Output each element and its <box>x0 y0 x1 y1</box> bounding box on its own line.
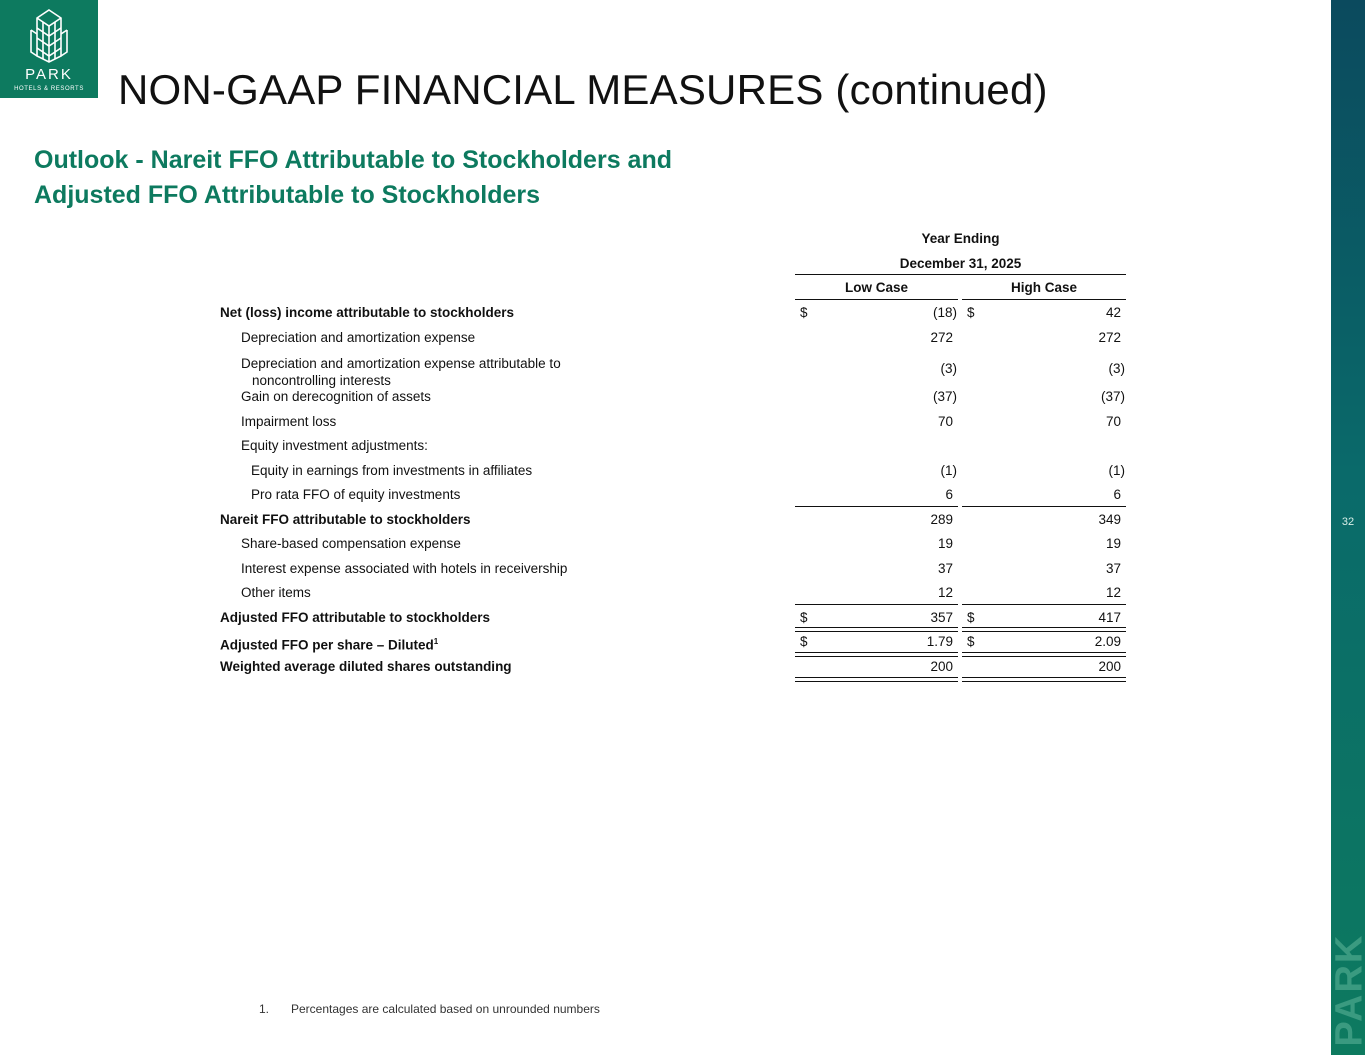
row-label-text: Adjusted FFO per share – Diluted <box>220 637 434 653</box>
subtotal-rule-low <box>795 506 958 507</box>
table-row <box>220 301 1126 325</box>
row-label: Equity investment adjustments: <box>241 438 428 453</box>
row-label: Nareit FFO attributable to stockholders <box>220 512 471 527</box>
table-row <box>220 532 1126 556</box>
high-case-value: 417 <box>1098 610 1121 625</box>
row-label: Depreciation and amortization expense <box>241 330 476 345</box>
building-logo-icon <box>27 8 71 64</box>
high-case-value: 12 <box>1105 585 1121 600</box>
low-case-value: (1) <box>940 463 957 478</box>
high-case-value: 272 <box>1098 330 1121 345</box>
logo-sub-text: HOTELS & RESORTS <box>14 86 84 92</box>
header-rule <box>795 274 1126 275</box>
table-row <box>220 410 1126 434</box>
currency-symbol: $ <box>967 610 975 625</box>
col-rule-low <box>795 299 958 300</box>
currency-symbol: $ <box>967 634 975 649</box>
low-case-value: (37) <box>932 389 957 404</box>
col-rule-high <box>962 299 1126 300</box>
high-case-value: 2.09 <box>1094 634 1121 649</box>
row-label: Pro rata FFO of equity investments <box>251 487 461 502</box>
high-case-value: 200 <box>1098 659 1121 674</box>
table-row <box>220 355 1126 388</box>
company-logo <box>0 0 98 98</box>
table-row <box>220 508 1126 532</box>
footnote <box>259 1002 600 1016</box>
row-label-line-2: noncontrolling interests <box>252 373 391 388</box>
low-case-value: 1.79 <box>926 634 953 649</box>
footnote-number: 1. <box>259 1002 270 1016</box>
low-case-value: 289 <box>930 512 953 527</box>
table-row <box>220 326 1126 350</box>
row-label: Other items <box>241 585 311 600</box>
high-case-value: 70 <box>1105 414 1121 429</box>
low-case-value: 12 <box>937 585 953 600</box>
section-subtitle <box>34 143 854 213</box>
row-label <box>241 355 561 389</box>
currency-symbol: $ <box>967 305 975 320</box>
currency-symbol: $ <box>800 305 808 320</box>
row-label: Share-based compensation expense <box>241 536 461 551</box>
table-row <box>220 557 1126 581</box>
table-row <box>220 655 1126 679</box>
table-row <box>220 434 1126 458</box>
table-row <box>220 385 1126 409</box>
high-case-value: (3) <box>1108 361 1125 376</box>
double-rule-low <box>795 677 958 682</box>
row-label <box>220 630 438 658</box>
subtotal-rule-high <box>962 506 1126 507</box>
total-rule-high <box>962 604 1126 605</box>
row-label: Gain on derecognition of assets <box>241 389 431 404</box>
low-case-value: 6 <box>945 487 953 502</box>
low-case-value: (18) <box>932 305 957 320</box>
row-label: Weighted average diluted shares outstanding <box>220 659 512 674</box>
row-label: Impairment loss <box>241 414 337 429</box>
table-row <box>220 459 1126 483</box>
high-case-value: 6 <box>1113 487 1121 502</box>
high-case-value: 37 <box>1105 561 1121 576</box>
table-row <box>220 483 1126 507</box>
page-title: NON-GAAP FINANCIAL MEASURES (continued) <box>118 66 1048 113</box>
double-rule-high <box>962 677 1126 682</box>
low-case-value: 70 <box>937 414 953 429</box>
table-row <box>220 630 1126 654</box>
header-year-ending: Year Ending <box>921 231 1000 246</box>
low-case-value: 37 <box>937 561 953 576</box>
side-band <box>1328 0 1371 1055</box>
row-label: Adjusted FFO attributable to stockholders <box>220 610 491 625</box>
high-case-value: (1) <box>1108 463 1125 478</box>
row-label: Interest expense associated with hotels in receivership <box>241 561 568 576</box>
row-label: Equity in earnings from investments in affiliates <box>251 463 533 478</box>
footnote-text: Percentages are calculated based on unrounded numbers <box>291 1002 600 1016</box>
high-case-value: (37) <box>1100 389 1125 404</box>
high-case-value: 349 <box>1098 512 1121 527</box>
logo-brand-text: PARK <box>25 66 73 83</box>
currency-symbol: $ <box>800 634 808 649</box>
high-case-value: 42 <box>1105 305 1121 320</box>
row-label: Net (loss) income attributable to stockholders <box>220 305 515 320</box>
footnote-marker: 1 <box>433 637 439 646</box>
low-case-value: 357 <box>930 610 953 625</box>
high-case-value: 19 <box>1105 536 1121 551</box>
header-date: December 31, 2025 <box>899 256 1022 271</box>
subtitle-line-1: Outlook - Nareit FFO Attributable to Stockholders and <box>34 146 672 174</box>
page-number: 32 <box>1341 516 1355 528</box>
low-case-value: (3) <box>940 361 957 376</box>
table-row <box>220 581 1126 605</box>
low-case-value: 19 <box>937 536 953 551</box>
subtitle-line-2: Adjusted FFO Attributable to Stockholders <box>34 181 541 209</box>
total-rule-low <box>795 604 958 605</box>
low-case-value: 200 <box>930 659 953 674</box>
row-label-line-1: Depreciation and amortization expense attributable to <box>241 356 561 371</box>
col-header-low: Low Case <box>844 280 909 295</box>
low-case-value: 272 <box>930 330 953 345</box>
col-header-high: High Case <box>1010 280 1078 295</box>
currency-symbol: $ <box>800 610 808 625</box>
side-band-brand: PARK <box>1328 933 1371 1047</box>
